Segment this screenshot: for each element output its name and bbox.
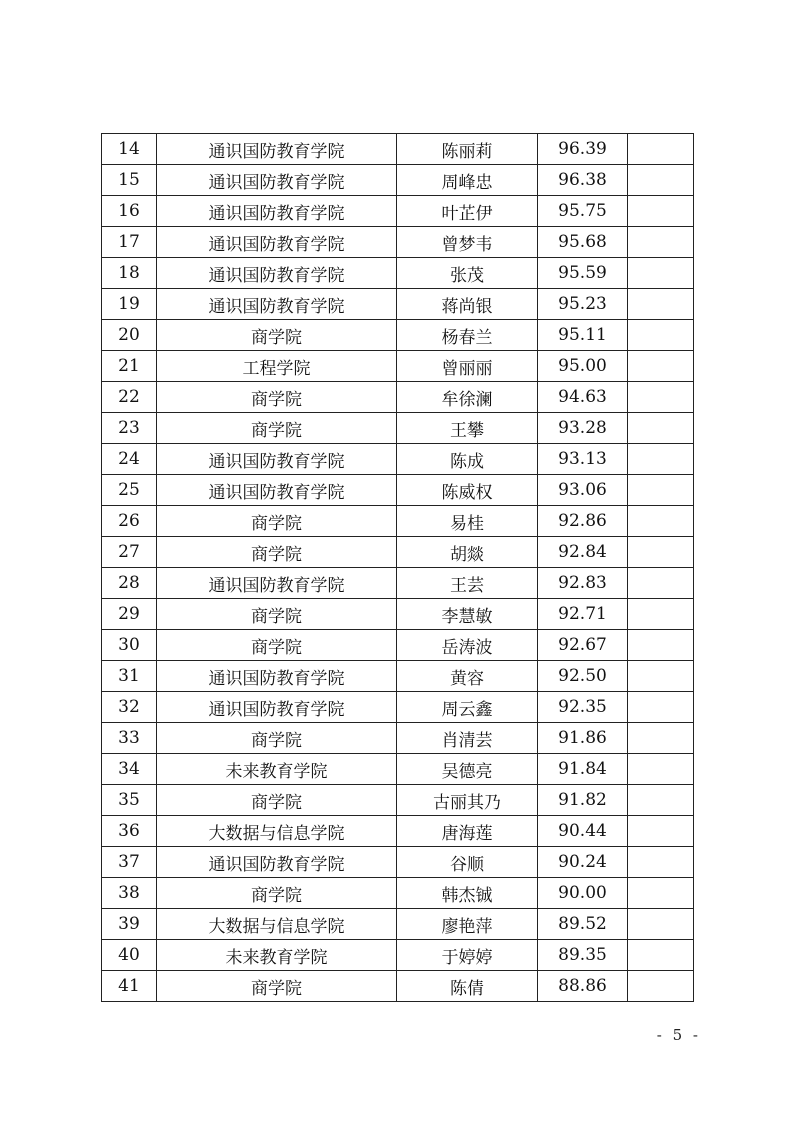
score-cell: 92.84 — [538, 537, 628, 568]
score-cell: 90.24 — [538, 847, 628, 878]
remark-cell — [628, 258, 694, 289]
remark-cell — [628, 971, 694, 1002]
name-cell: 谷顺 — [397, 847, 538, 878]
name-cell: 陈丽莉 — [397, 134, 538, 165]
college-cell: 商学院 — [157, 320, 397, 351]
name-cell: 周云鑫 — [397, 692, 538, 723]
table-row — [102, 909, 694, 940]
remark-cell — [628, 878, 694, 909]
row-number-cell: 14 — [102, 134, 157, 165]
remark-cell — [628, 289, 694, 320]
score-cell: 92.86 — [538, 506, 628, 537]
college-cell: 商学院 — [157, 506, 397, 537]
score-cell: 88.86 — [538, 971, 628, 1002]
remark-cell — [628, 599, 694, 630]
row-number-cell: 23 — [102, 413, 157, 444]
score-cell: 89.52 — [538, 909, 628, 940]
remark-cell — [628, 785, 694, 816]
college-cell: 商学院 — [157, 382, 397, 413]
table-row — [102, 723, 694, 754]
score-cell: 96.39 — [538, 134, 628, 165]
name-cell: 陈威权 — [397, 475, 538, 506]
score-cell: 93.13 — [538, 444, 628, 475]
table-row — [102, 382, 694, 413]
college-cell: 大数据与信息学院 — [157, 909, 397, 940]
name-cell: 肖清芸 — [397, 723, 538, 754]
college-cell: 通识国防教育学院 — [157, 444, 397, 475]
name-cell: 周峰忠 — [397, 165, 538, 196]
remark-cell — [628, 568, 694, 599]
remark-cell — [628, 227, 694, 258]
name-cell: 李慧敏 — [397, 599, 538, 630]
score-cell: 95.59 — [538, 258, 628, 289]
score-cell: 93.06 — [538, 475, 628, 506]
table-row — [102, 568, 694, 599]
college-cell: 通识国防教育学院 — [157, 196, 397, 227]
row-number-cell: 39 — [102, 909, 157, 940]
table-row — [102, 816, 694, 847]
row-number-cell: 41 — [102, 971, 157, 1002]
college-cell: 商学院 — [157, 878, 397, 909]
name-cell: 古丽其乃 — [397, 785, 538, 816]
row-number-cell: 18 — [102, 258, 157, 289]
college-cell: 未来教育学院 — [157, 754, 397, 785]
college-cell: 商学院 — [157, 630, 397, 661]
row-number-cell: 35 — [102, 785, 157, 816]
name-cell: 王芸 — [397, 568, 538, 599]
row-number-cell: 32 — [102, 692, 157, 723]
college-cell: 通识国防教育学院 — [157, 661, 397, 692]
college-cell: 通识国防教育学院 — [157, 568, 397, 599]
remark-cell — [628, 692, 694, 723]
table-row — [102, 940, 694, 971]
table-row — [102, 971, 694, 1002]
name-cell: 曾梦韦 — [397, 227, 538, 258]
row-number-cell: 20 — [102, 320, 157, 351]
college-cell: 商学院 — [157, 537, 397, 568]
college-cell: 通识国防教育学院 — [157, 847, 397, 878]
name-cell: 曾丽丽 — [397, 351, 538, 382]
table-body — [102, 134, 694, 1002]
table-row — [102, 661, 694, 692]
remark-cell — [628, 537, 694, 568]
row-number-cell: 28 — [102, 568, 157, 599]
name-cell: 叶芷伊 — [397, 196, 538, 227]
table-row — [102, 599, 694, 630]
score-cell: 92.71 — [538, 599, 628, 630]
name-cell: 张茂 — [397, 258, 538, 289]
table-row — [102, 444, 694, 475]
score-cell: 96.38 — [538, 165, 628, 196]
row-number-cell: 40 — [102, 940, 157, 971]
table-row — [102, 847, 694, 878]
name-cell: 胡燚 — [397, 537, 538, 568]
row-number-cell: 16 — [102, 196, 157, 227]
score-cell: 92.83 — [538, 568, 628, 599]
remark-cell — [628, 475, 694, 506]
score-cell: 94.63 — [538, 382, 628, 413]
table-row — [102, 475, 694, 506]
row-number-cell: 15 — [102, 165, 157, 196]
row-number-cell: 31 — [102, 661, 157, 692]
table-row — [102, 289, 694, 320]
table-row — [102, 506, 694, 537]
college-cell: 通识国防教育学院 — [157, 692, 397, 723]
table-row — [102, 351, 694, 382]
college-cell: 商学院 — [157, 723, 397, 754]
remark-cell — [628, 351, 694, 382]
college-cell: 通识国防教育学院 — [157, 258, 397, 289]
row-number-cell: 26 — [102, 506, 157, 537]
college-cell: 商学院 — [157, 785, 397, 816]
table-row — [102, 630, 694, 661]
table-row — [102, 165, 694, 196]
name-cell: 牟徐澜 — [397, 382, 538, 413]
remark-cell — [628, 754, 694, 785]
row-number-cell: 37 — [102, 847, 157, 878]
row-number-cell: 27 — [102, 537, 157, 568]
name-cell: 蒋尚银 — [397, 289, 538, 320]
table-row — [102, 537, 694, 568]
name-cell: 于婷婷 — [397, 940, 538, 971]
name-cell: 易桂 — [397, 506, 538, 537]
row-number-cell: 24 — [102, 444, 157, 475]
score-cell: 95.23 — [538, 289, 628, 320]
table-row — [102, 692, 694, 723]
college-cell: 商学院 — [157, 599, 397, 630]
college-cell: 通识国防教育学院 — [157, 134, 397, 165]
name-cell: 岳涛波 — [397, 630, 538, 661]
score-cell: 95.75 — [538, 196, 628, 227]
name-cell: 吴德亮 — [397, 754, 538, 785]
table-row — [102, 196, 694, 227]
remark-cell — [628, 506, 694, 537]
row-number-cell: 36 — [102, 816, 157, 847]
college-cell: 通识国防教育学院 — [157, 289, 397, 320]
score-cell: 91.86 — [538, 723, 628, 754]
college-cell: 大数据与信息学院 — [157, 816, 397, 847]
name-cell: 唐海莲 — [397, 816, 538, 847]
score-cell: 95.11 — [538, 320, 628, 351]
name-cell: 陈成 — [397, 444, 538, 475]
row-number-cell: 22 — [102, 382, 157, 413]
table-row — [102, 134, 694, 165]
row-number-cell: 25 — [102, 475, 157, 506]
college-cell: 工程学院 — [157, 351, 397, 382]
name-cell: 杨春兰 — [397, 320, 538, 351]
score-cell: 91.84 — [538, 754, 628, 785]
row-number-cell: 29 — [102, 599, 157, 630]
score-cell: 91.82 — [538, 785, 628, 816]
college-cell: 未来教育学院 — [157, 940, 397, 971]
remark-cell — [628, 816, 694, 847]
score-cell: 90.00 — [538, 878, 628, 909]
score-table — [101, 133, 694, 1002]
name-cell: 王攀 — [397, 413, 538, 444]
college-cell: 商学院 — [157, 971, 397, 1002]
remark-cell — [628, 630, 694, 661]
table-row — [102, 785, 694, 816]
row-number-cell: 34 — [102, 754, 157, 785]
row-number-cell: 19 — [102, 289, 157, 320]
name-cell: 陈倩 — [397, 971, 538, 1002]
name-cell: 韩杰铖 — [397, 878, 538, 909]
table-row — [102, 258, 694, 289]
remark-cell — [628, 196, 694, 227]
remark-cell — [628, 847, 694, 878]
score-cell: 90.44 — [538, 816, 628, 847]
remark-cell — [628, 134, 694, 165]
score-cell: 89.35 — [538, 940, 628, 971]
row-number-cell: 17 — [102, 227, 157, 258]
row-number-cell: 33 — [102, 723, 157, 754]
remark-cell — [628, 320, 694, 351]
row-number-cell: 30 — [102, 630, 157, 661]
row-number-cell: 38 — [102, 878, 157, 909]
score-cell: 92.67 — [538, 630, 628, 661]
page-number: - 5 - — [656, 1026, 701, 1044]
remark-cell — [628, 661, 694, 692]
table-row — [102, 320, 694, 351]
table-row — [102, 413, 694, 444]
college-cell: 通识国防教育学院 — [157, 475, 397, 506]
remark-cell — [628, 940, 694, 971]
score-cell: 95.00 — [538, 351, 628, 382]
name-cell: 黄容 — [397, 661, 538, 692]
remark-cell — [628, 165, 694, 196]
table-row — [102, 754, 694, 785]
score-cell: 95.68 — [538, 227, 628, 258]
college-cell: 商学院 — [157, 413, 397, 444]
remark-cell — [628, 413, 694, 444]
remark-cell — [628, 444, 694, 475]
name-cell: 廖艳萍 — [397, 909, 538, 940]
score-cell: 92.35 — [538, 692, 628, 723]
remark-cell — [628, 723, 694, 754]
score-cell: 93.28 — [538, 413, 628, 444]
college-cell: 通识国防教育学院 — [157, 227, 397, 258]
remark-cell — [628, 909, 694, 940]
remark-cell — [628, 382, 694, 413]
table-row — [102, 878, 694, 909]
table-row — [102, 227, 694, 258]
score-cell: 92.50 — [538, 661, 628, 692]
row-number-cell: 21 — [102, 351, 157, 382]
college-cell: 通识国防教育学院 — [157, 165, 397, 196]
